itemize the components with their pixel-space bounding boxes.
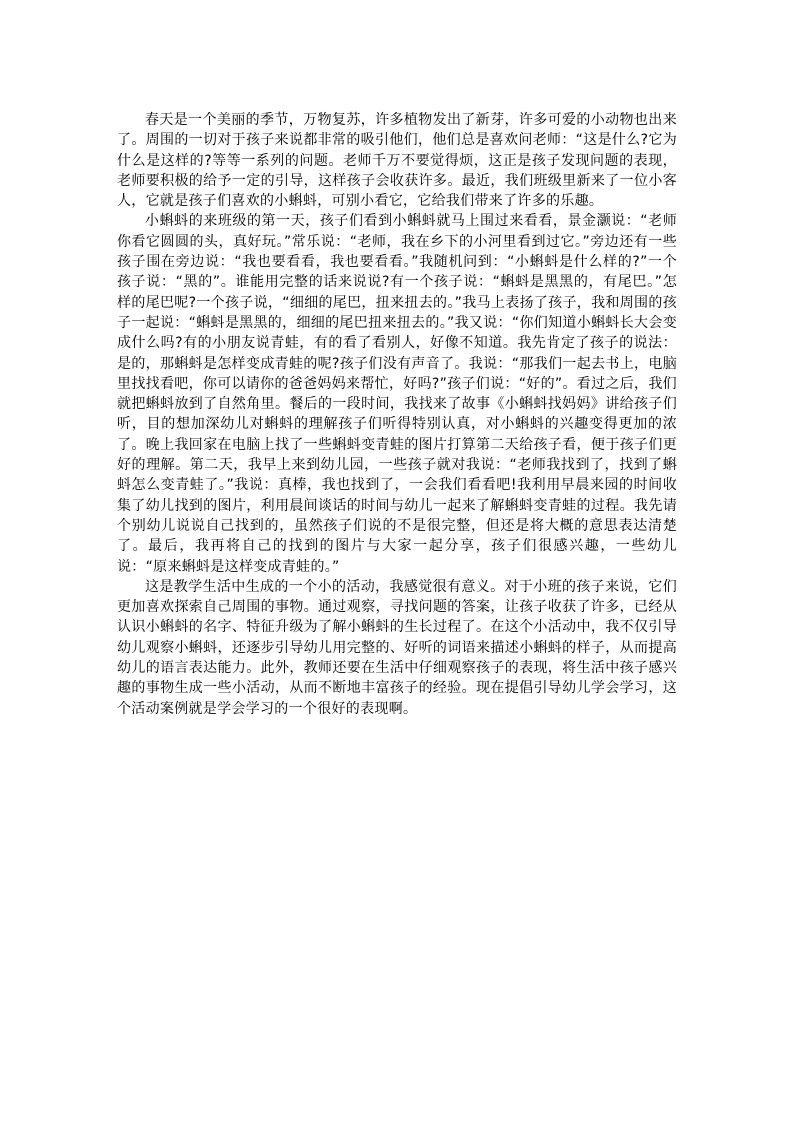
paragraph-tadpole-story: 小蝌蚪的来班级的第一天，孩子们看到小蝌蚪就马上围过来看看，景金灏说：“老师你看它圆圆的头，真好玩。”常乐说：“老师，我在乡下的小河里看到过它。”旁边还有一些孩子围在旁边说：“我也要看看，我也要看看。”我随机问到：“小蝌蚪是什么样的?”一个孩子说：“黑的”。谁能用完整的话来说说?有一个孩子说：“蝌蚪是黑黑的，有尾巴。”怎样的尾巴呢?一个孩子说，“细细的尾巴，扭来扭去的。”我马上表扬了孩子，我和周围的孩子一起说：“蝌蚪是黑黑的，细细的尾巴扭来扭去的。”我又说：“你们知道小蝌蚪长大会变成什么吗?有的小朋友说青蛙，有的看了看别人，好像不知道。我先肯定了孩子的说法：是的，那蝌蚪是怎样变成青蛙的呢?孩子们没有声音了。我说：“那我们一起去书上，电脑里找找看吧，你可以请你的爸爸妈妈来帮忙，好吗?”孩子们说：“好的”。看过之后，我们就把蝌蚪放到了自然角里。餐后的一段时间，我找来了故事《小蝌蚪找妈妈》讲给孩子们听，目的想加深幼儿对蝌蚪的理解孩子们听得特别认真，对小蝌蚪的兴趣变得更加的浓了。晚上我回家在电脑上找了一些蝌蚪变青蛙的图片打算第二天给孩子看，便于孩子们更好的理解。第二天，我早上来到幼儿园，一些孩子就对我说：“老师我找到了，找到了蝌蚪怎么变青蛙了。”我说：真棒，我也找到了，一会我们看看吧!我利用早晨来园的时间收集了幼儿找到的图片，利用晨间谈话的时间与幼儿一起来了解蝌蚪变青蛙的过程。我先请个别幼儿说说自己找到的，虽然孩子们说的不是很完整，但还是将大概的意思表达清楚了。最后，我再将自己的找到的图片与大家一起分享，孩子们很感兴趣，一些幼儿说：“原来蝌蚪是这样变成青蛙的。” [117,213,677,575]
paragraph-reflection: 这是教学生活中生成的一个小的活动，我感觉很有意义。对于小班的孩子来说，它们更加喜欢探索自己周围的事物。通过观察，寻找问题的答案，让孩子收获了许多，已经从认识小蝌蚪的名字、特征升级为了解小蝌蚪的生长过程了。在这个小活动中，我不仅引导幼儿观察小蝌蚪，还逐步引导幼儿用完整的、好听的词语来描述小蝌蚪的样子，从而提高幼儿的语言表达能力。此外，教师还要在生活中仔细观察孩子的表现，将生活中孩子感兴趣的事物生成一些小活动，从而不断地丰富孩子的经验。现在提倡引导幼儿学会学习，这个活动案例就是学会学习的一个很好的表现啊。 [117,578,677,717]
paragraph-spring-intro: 春天是一个美丽的季节，万物复苏，许多植物发出了新芽，许多可爱的小动物也出来了。周围的一切对于孩子来说都非常的吸引他们，他们总是喜欢问老师：“这是什么?它为什么是这样的?等等一系列的问题。老师千万不要觉得烦，这正是孩子发现问题的表现，老师要积极的给予一定的引导，这样孩子会收获许多。最近，我们班级里新来了一位小客人，它就是孩子们喜欢的小蝌蚪，可别小看它，它给我们带来了许多的乐趣。 [117,112,677,210]
document-body [117,110,677,719]
